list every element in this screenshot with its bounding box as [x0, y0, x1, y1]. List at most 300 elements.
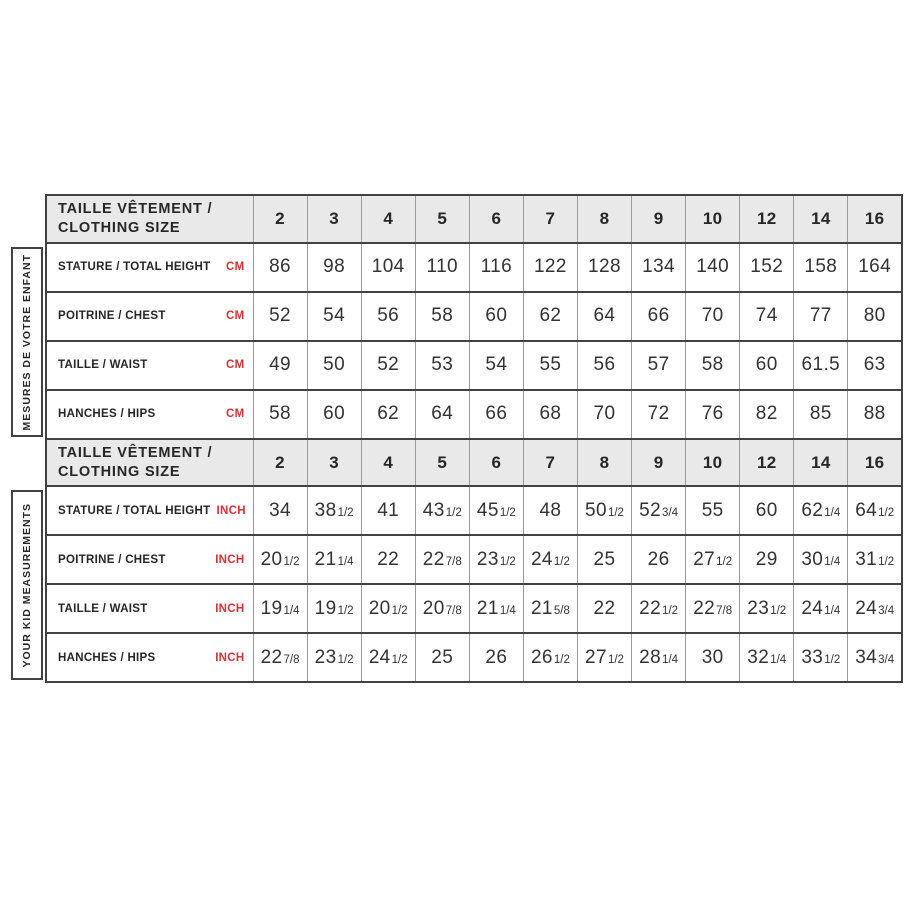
unit-label-inch: INCH [216, 504, 246, 517]
value-cell [740, 486, 794, 535]
unit-label-inch: INCH [215, 651, 245, 664]
value-main: 64 [855, 499, 878, 521]
value-main: 60 [485, 305, 508, 327]
row-label-cell [46, 584, 253, 633]
value-fraction: 1/2 [878, 506, 895, 519]
value-cell [253, 633, 307, 682]
value-main: 140 [696, 256, 730, 278]
value-fraction: 3/4 [878, 604, 895, 617]
value-cell [469, 486, 523, 535]
size-header-cell: 12 [740, 195, 794, 243]
value-main: 50 [323, 354, 346, 376]
value-fraction: 3/4 [878, 653, 895, 666]
value-cell [740, 341, 794, 390]
value-main: 33 [801, 646, 824, 668]
value-cell [253, 292, 307, 341]
value-cell [361, 535, 415, 584]
value-main: 60 [755, 499, 778, 521]
value-main: 74 [755, 305, 778, 327]
value-main: 24 [801, 597, 824, 619]
size-header-cell: 6 [469, 195, 523, 243]
value-main: 66 [485, 403, 508, 425]
value-cell [469, 584, 523, 633]
clothing-size-header-label [46, 439, 253, 487]
value-fraction: 5/8 [553, 604, 570, 617]
row-label-cell [46, 341, 253, 390]
value-cell [848, 292, 902, 341]
value-fraction: 1/4 [824, 604, 841, 617]
value-cell [794, 243, 848, 292]
size-header-cell: 14 [794, 195, 848, 243]
value-main: 38 [314, 499, 337, 521]
value-main: 27 [693, 548, 716, 570]
value-fraction: 1/2 [283, 555, 300, 568]
header-label-line1: TAILLE VÊTEMENT / [58, 444, 213, 461]
value-cell [523, 633, 577, 682]
value-cell [307, 243, 361, 292]
value-cell [415, 633, 469, 682]
value-main: 22 [693, 597, 716, 619]
row-label-inner [47, 359, 253, 371]
row-label: HANCHES / HIPS [58, 651, 156, 664]
value-cell [361, 341, 415, 390]
value-cell [686, 535, 740, 584]
value-main: 45 [476, 499, 499, 521]
value-cell [307, 390, 361, 439]
size-chart-table [45, 194, 903, 683]
row-label: POITRINE / CHEST [58, 310, 166, 323]
value-cell [686, 243, 740, 292]
row-label: POITRINE / CHEST [58, 553, 166, 566]
value-cell [686, 486, 740, 535]
value-main: 58 [431, 305, 454, 327]
value-cell [307, 486, 361, 535]
value-fraction: 7/8 [445, 604, 462, 617]
value-cell [577, 292, 631, 341]
size-header-cell: 16 [848, 195, 902, 243]
size-header-cell: 4 [361, 439, 415, 487]
value-main: 34 [855, 646, 878, 668]
value-main: 53 [431, 354, 454, 376]
value-main: 54 [323, 305, 346, 327]
value-main: 26 [530, 646, 553, 668]
table-row [46, 390, 902, 439]
value-cell [307, 292, 361, 341]
value-cell [253, 243, 307, 292]
value-main: 77 [809, 305, 832, 327]
value-main: 76 [701, 403, 724, 425]
table-row [46, 633, 902, 682]
value-cell [632, 633, 686, 682]
value-fraction: 1/2 [553, 653, 570, 666]
value-main: 134 [642, 256, 676, 278]
value-main: 29 [755, 548, 778, 570]
row-label-inner [47, 603, 253, 615]
value-main: 86 [269, 256, 291, 278]
row-label-inner [47, 310, 253, 322]
size-header-cell: 6 [469, 439, 523, 487]
value-cell [469, 633, 523, 682]
row-label: STATURE / TOTAL HEIGHT [58, 261, 211, 274]
value-cell [523, 292, 577, 341]
value-main: 31 [855, 548, 878, 570]
value-fraction: 1/2 [337, 604, 354, 617]
value-cell [469, 292, 523, 341]
value-cell [632, 292, 686, 341]
size-header-cell: 9 [632, 195, 686, 243]
value-main: 30 [701, 646, 724, 668]
value-main: 85 [809, 403, 832, 425]
value-main: 61.5 [801, 354, 841, 376]
value-fraction: 7/8 [716, 604, 733, 617]
value-main: 164 [858, 256, 892, 278]
value-fraction: 1/2 [499, 555, 516, 568]
value-cell [415, 535, 469, 584]
row-label-inner [47, 505, 253, 517]
value-fraction: 1/2 [716, 555, 733, 568]
value-cell [523, 584, 577, 633]
value-fraction: 7/8 [283, 653, 300, 666]
side-label-cm-box [11, 247, 43, 437]
value-cell [361, 584, 415, 633]
value-cell [848, 341, 902, 390]
value-cell [415, 341, 469, 390]
value-fraction: 1/2 [499, 506, 516, 519]
value-cell [523, 341, 577, 390]
value-fraction: 1/2 [391, 653, 408, 666]
value-main: 26 [485, 646, 508, 668]
value-cell [469, 390, 523, 439]
value-cell [740, 243, 794, 292]
value-main: 152 [750, 256, 784, 278]
unit-label-inch: INCH [215, 602, 245, 615]
side-label-cm: MESURES DE VOTRE ENFANT [21, 253, 33, 431]
value-fraction: 7/8 [445, 555, 462, 568]
value-cell [686, 292, 740, 341]
value-main: 22 [639, 597, 662, 619]
value-main: 52 [269, 305, 291, 327]
value-main: 22 [422, 548, 445, 570]
value-cell [361, 633, 415, 682]
size-header-row-cm [46, 195, 902, 243]
value-cell [740, 390, 794, 439]
value-main: 34 [269, 499, 291, 521]
value-main: 58 [701, 354, 724, 376]
value-fraction: 1/2 [824, 653, 841, 666]
value-main: 128 [588, 256, 621, 278]
value-main: 64 [431, 403, 454, 425]
value-main: 55 [539, 354, 562, 376]
value-fraction: 1/2 [553, 555, 570, 568]
value-main: 62 [377, 403, 400, 425]
value-main: 62 [539, 305, 562, 327]
value-cell [577, 584, 631, 633]
size-header-cell: 8 [577, 439, 631, 487]
value-main: 19 [314, 597, 337, 619]
row-label-cell [46, 390, 253, 439]
value-main: 43 [422, 499, 445, 521]
value-cell [415, 486, 469, 535]
value-cell [632, 243, 686, 292]
value-main: 54 [485, 354, 508, 376]
value-main: 22 [377, 548, 400, 570]
value-main: 41 [377, 499, 400, 521]
value-main: 20 [422, 597, 445, 619]
size-header-cell: 3 [307, 439, 361, 487]
value-main: 24 [368, 646, 391, 668]
value-main: 66 [647, 305, 670, 327]
value-fraction: 1/4 [337, 555, 354, 568]
value-cell [848, 633, 902, 682]
value-cell [415, 584, 469, 633]
table-row [46, 486, 902, 535]
size-header-cell: 10 [686, 439, 740, 487]
value-cell [848, 584, 902, 633]
value-cell [469, 535, 523, 584]
header-label-line2: CLOTHING SIZE [58, 463, 181, 480]
value-cell [848, 535, 902, 584]
unit-label-cm: CM [226, 359, 245, 372]
clothing-size-header-label [46, 195, 253, 243]
value-main: 110 [426, 256, 459, 278]
value-cell [848, 390, 902, 439]
value-fraction: 1/2 [607, 653, 624, 666]
value-cell [686, 584, 740, 633]
value-main: 116 [480, 256, 513, 278]
row-label: TAILLE / WAIST [58, 602, 148, 615]
size-header-cell: 7 [523, 439, 577, 487]
value-fraction: 1/2 [878, 555, 895, 568]
value-cell [361, 486, 415, 535]
value-main: 24 [530, 548, 553, 570]
value-main: 80 [863, 305, 886, 327]
value-cell [469, 243, 523, 292]
size-header-cell: 7 [523, 195, 577, 243]
value-fraction: 1/2 [662, 604, 679, 617]
value-cell [415, 243, 469, 292]
value-cell [307, 535, 361, 584]
value-main: 28 [639, 646, 662, 668]
value-main: 23 [747, 597, 770, 619]
value-fraction: 1/2 [337, 653, 354, 666]
side-label-inch: YOUR KID MEASUREMENTS [21, 502, 33, 668]
value-cell [307, 341, 361, 390]
size-header-cell: 16 [848, 439, 902, 487]
value-cell [740, 535, 794, 584]
value-cell [632, 584, 686, 633]
unit-label-inch: INCH [215, 553, 245, 566]
value-cell [307, 584, 361, 633]
value-main: 19 [260, 597, 283, 619]
value-cell [361, 243, 415, 292]
value-cell [361, 292, 415, 341]
row-label-inner [47, 554, 253, 566]
header-label-line2: CLOTHING SIZE [58, 219, 181, 236]
value-fraction: 1/4 [499, 604, 516, 617]
size-header-cell: 5 [415, 439, 469, 487]
value-main: 88 [863, 403, 886, 425]
value-cell [632, 535, 686, 584]
row-label-inner [47, 408, 253, 420]
value-cell [794, 535, 848, 584]
value-cell [523, 486, 577, 535]
size-header-cell: 2 [253, 439, 307, 487]
value-cell [848, 486, 902, 535]
value-main: 20 [260, 548, 283, 570]
value-cell [794, 584, 848, 633]
value-fraction: 1/2 [445, 506, 462, 519]
value-main: 21 [314, 548, 337, 570]
value-cell [253, 390, 307, 439]
value-main: 25 [431, 646, 454, 668]
size-header-cell: 2 [253, 195, 307, 243]
value-main: 52 [639, 499, 662, 521]
value-cell [632, 486, 686, 535]
value-cell [415, 292, 469, 341]
value-cell [577, 486, 631, 535]
value-main: 58 [269, 403, 291, 425]
value-cell [794, 292, 848, 341]
value-main: 82 [755, 403, 778, 425]
value-cell [253, 535, 307, 584]
row-label-cell [46, 535, 253, 584]
row-label-cell [46, 243, 253, 292]
size-header-cell: 5 [415, 195, 469, 243]
value-cell [632, 390, 686, 439]
value-main: 30 [801, 548, 824, 570]
value-fraction: 1/4 [283, 604, 300, 617]
row-label-inner [47, 261, 253, 273]
value-cell [415, 390, 469, 439]
value-main: 26 [647, 548, 670, 570]
value-main: 24 [855, 597, 878, 619]
value-cell [794, 486, 848, 535]
value-cell [253, 584, 307, 633]
value-main: 52 [377, 354, 400, 376]
value-main: 32 [747, 646, 770, 668]
row-label-cell [46, 633, 253, 682]
unit-label-cm: CM [226, 261, 245, 274]
value-cell [577, 390, 631, 439]
value-main: 70 [701, 305, 724, 327]
value-fraction: 1/2 [770, 604, 787, 617]
row-label-cell [46, 292, 253, 341]
value-main: 60 [323, 403, 346, 425]
table-row [46, 292, 902, 341]
value-fraction: 1/2 [391, 604, 408, 617]
value-main: 25 [593, 548, 616, 570]
value-main: 21 [530, 597, 553, 619]
value-cell [307, 633, 361, 682]
value-main: 50 [585, 499, 607, 521]
table-row [46, 243, 902, 292]
row-label-inner [47, 652, 253, 664]
value-main: 49 [269, 354, 291, 376]
size-header-cell: 8 [577, 195, 631, 243]
value-main: 98 [323, 256, 346, 278]
size-header-cell: 12 [740, 439, 794, 487]
value-main: 55 [701, 499, 724, 521]
value-cell [253, 341, 307, 390]
size-header-cell: 9 [632, 439, 686, 487]
value-main: 62 [801, 499, 824, 521]
table-row [46, 341, 902, 390]
value-fraction: 1/4 [824, 555, 841, 568]
value-main: 56 [593, 354, 616, 376]
value-main: 22 [593, 597, 616, 619]
value-cell [794, 390, 848, 439]
row-label-cell [46, 486, 253, 535]
value-cell [469, 341, 523, 390]
size-header-cell: 10 [686, 195, 740, 243]
value-main: 60 [755, 354, 778, 376]
value-main: 104 [371, 256, 405, 278]
unit-label-cm: CM [226, 408, 245, 421]
value-cell [523, 390, 577, 439]
table-row [46, 535, 902, 584]
value-main: 68 [539, 403, 562, 425]
value-main: 22 [260, 646, 283, 668]
value-cell [577, 243, 631, 292]
value-cell [794, 633, 848, 682]
size-header-cell: 4 [361, 195, 415, 243]
value-cell [740, 292, 794, 341]
value-main: 20 [368, 597, 391, 619]
value-cell [632, 341, 686, 390]
value-cell [740, 633, 794, 682]
value-fraction: 1/2 [337, 506, 354, 519]
value-main: 63 [863, 354, 886, 376]
value-main: 56 [377, 305, 400, 327]
value-main: 158 [804, 256, 838, 278]
value-fraction: 1/4 [824, 506, 841, 519]
value-cell [523, 535, 577, 584]
header-label-line1: TAILLE VÊTEMENT / [58, 201, 213, 217]
value-main: 57 [647, 354, 670, 376]
value-main: 122 [533, 256, 567, 278]
value-cell [794, 341, 848, 390]
value-main: 64 [593, 305, 616, 327]
value-cell [686, 633, 740, 682]
value-cell [577, 535, 631, 584]
unit-label-cm: CM [226, 310, 245, 323]
value-main: 72 [647, 403, 670, 425]
side-label-inch-box [11, 490, 43, 680]
value-cell [253, 486, 307, 535]
value-cell [740, 584, 794, 633]
size-header-cell: 14 [794, 439, 848, 487]
value-cell [577, 341, 631, 390]
value-cell [523, 243, 577, 292]
value-fraction: 1/4 [770, 653, 787, 666]
table-row [46, 584, 902, 633]
size-header-row-inch [46, 439, 902, 487]
value-main: 48 [539, 499, 562, 521]
value-cell [577, 633, 631, 682]
value-main: 23 [314, 646, 337, 668]
value-main: 21 [476, 597, 499, 619]
value-cell [686, 390, 740, 439]
row-label: TAILLE / WAIST [58, 359, 148, 372]
value-fraction: 3/4 [662, 506, 679, 519]
value-cell [686, 341, 740, 390]
value-fraction: 1/4 [662, 653, 679, 666]
row-label: STATURE / TOTAL HEIGHT [58, 504, 211, 517]
value-fraction: 1/2 [607, 506, 624, 519]
value-cell [848, 243, 902, 292]
value-main: 23 [476, 548, 499, 570]
value-main: 70 [593, 403, 616, 425]
